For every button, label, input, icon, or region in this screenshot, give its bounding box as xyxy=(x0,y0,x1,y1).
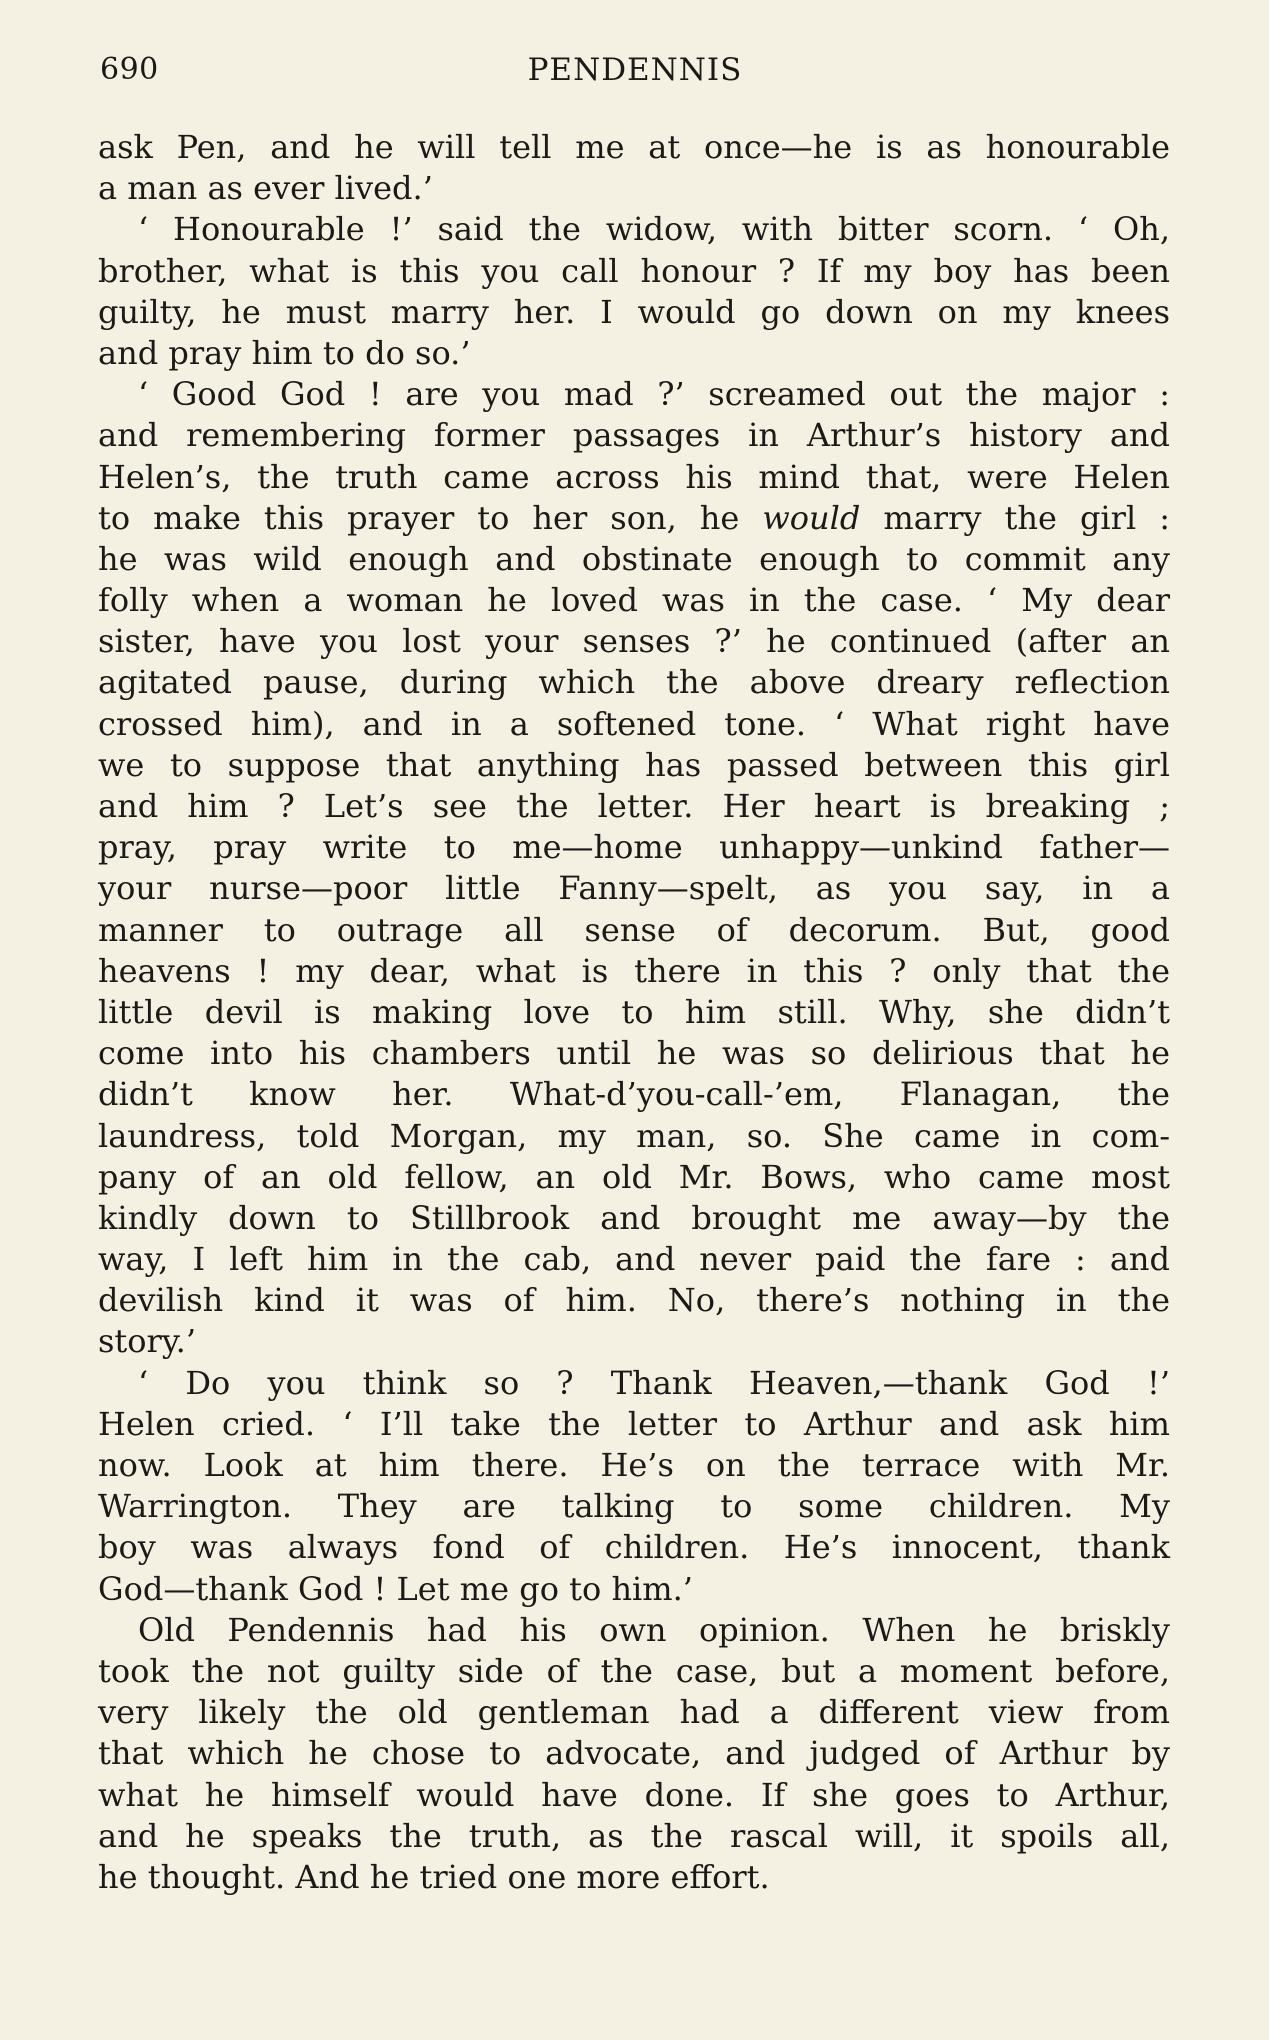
text-line: sister, have you lost your senses ?’ he continued (after an xyxy=(98,622,1170,661)
text-line: Helen’s, the truth came across his mind that, were Helen xyxy=(98,457,1170,496)
text-line: now. Look at him there. He’s on the terrace with Mr. xyxy=(98,1446,1170,1484)
text-line: way, I left him in the cab, and never paid the fare : and xyxy=(98,1240,1170,1279)
text-line: that which he chose to advocate, and judged of Arthur by xyxy=(98,1734,1170,1773)
page-number: 690 xyxy=(100,52,159,87)
body-text xyxy=(98,127,1170,1898)
text-line: agitated pause, during which the above dreary reflection xyxy=(98,663,1170,702)
italic-word: would xyxy=(762,498,861,537)
text-line: Old Pendennis had his own opinion. When he briskly xyxy=(138,1610,1170,1649)
text-line: boy was always fond of children. He’s innocent, thank xyxy=(98,1528,1170,1567)
text-line: didn’t know her. What-d’you-call-’em, Flanagan, the xyxy=(98,1075,1170,1114)
text-line: he was wild enough and obstinate enough to commit any xyxy=(98,539,1170,578)
text-line: took the not guilty side of the case, but a moment before, xyxy=(98,1651,1170,1690)
text-line: crossed him), and in a softened tone. ‘ What right have xyxy=(98,704,1170,743)
text-line: brother, what is this you call honour ? If my boy has been xyxy=(98,251,1170,290)
text-line: your nurse—poor little Fanny—spelt, as you say, in a xyxy=(98,869,1170,908)
text-line: and pray him to do so.’ xyxy=(98,333,471,372)
text-line: heavens ! my dear, what is there in this ? only that the xyxy=(98,951,1170,990)
text-line: manner to outrage all sense of decorum. But, good xyxy=(98,910,1170,949)
text-line: folly when a woman he loved was in the case. ‘ My dear xyxy=(98,581,1170,620)
text-line: kindly down to Stillbrook and brought me away—by the xyxy=(98,1198,1170,1237)
text-line: a man as ever lived.’ xyxy=(98,169,433,208)
text-line: pray, pray write to me—home unhappy—unkind father— xyxy=(98,828,1170,867)
text-line: and him ? Let’s see the letter. Her heart is breaking ; xyxy=(98,787,1170,825)
text-segment: to make this prayer to her son, he xyxy=(98,498,763,537)
text-line: very likely the old gentleman had a different view from xyxy=(98,1693,1170,1732)
text-line: ‘ Do you think so ? Thank Heaven,—thank God !’ xyxy=(138,1363,1170,1402)
running-title: PENDENNIS xyxy=(527,52,743,88)
text-line: ‘ Honourable !’ said the widow, with bitter scorn. ‘ Oh, xyxy=(138,210,1170,249)
text-line: laundress, told Morgan, my man, so. She came in com- xyxy=(98,1116,1170,1155)
text-line: story.’ xyxy=(98,1322,197,1361)
page-header xyxy=(100,52,1170,96)
text-segment: marry the girl : xyxy=(860,498,1170,537)
text-line: God—thank God ! Let me go to him.’ xyxy=(98,1569,693,1608)
text-line: what he himself would have done. If she goes to Arthur, xyxy=(98,1775,1170,1814)
text-line: devilish kind it was of him. No, there’s nothing in the xyxy=(98,1281,1170,1320)
text-line: pany of an old fellow, an old Mr. Bows, who came most xyxy=(98,1157,1170,1196)
text-line xyxy=(98,498,1170,539)
text-line: ask Pen, and he will tell me at once—he is as honourable xyxy=(98,128,1170,166)
text-line: ‘ Good God ! are you mad ?’ screamed out the major : xyxy=(138,375,1170,414)
text-line: and remembering former passages in Arthur’s history and xyxy=(98,416,1170,455)
text-line: come into his chambers until he was so delirious that he xyxy=(98,1034,1170,1073)
text-line: we to suppose that anything has passed between this girl xyxy=(98,745,1170,784)
text-line: guilty, he must marry her. I would go down on my knees xyxy=(98,292,1170,331)
text-line: Helen cried. ‘ I’ll take the letter to Arthur and ask him xyxy=(98,1404,1170,1443)
text-line: he thought. And he tried one more effort. xyxy=(98,1857,770,1896)
text-line: little devil is making love to him still. Why, she didn’t xyxy=(98,992,1170,1031)
text-line: and he speaks the truth, as the rascal will, it spoils all, xyxy=(98,1816,1170,1855)
text-line: Warrington. They are talking to some children. My xyxy=(98,1487,1170,1526)
